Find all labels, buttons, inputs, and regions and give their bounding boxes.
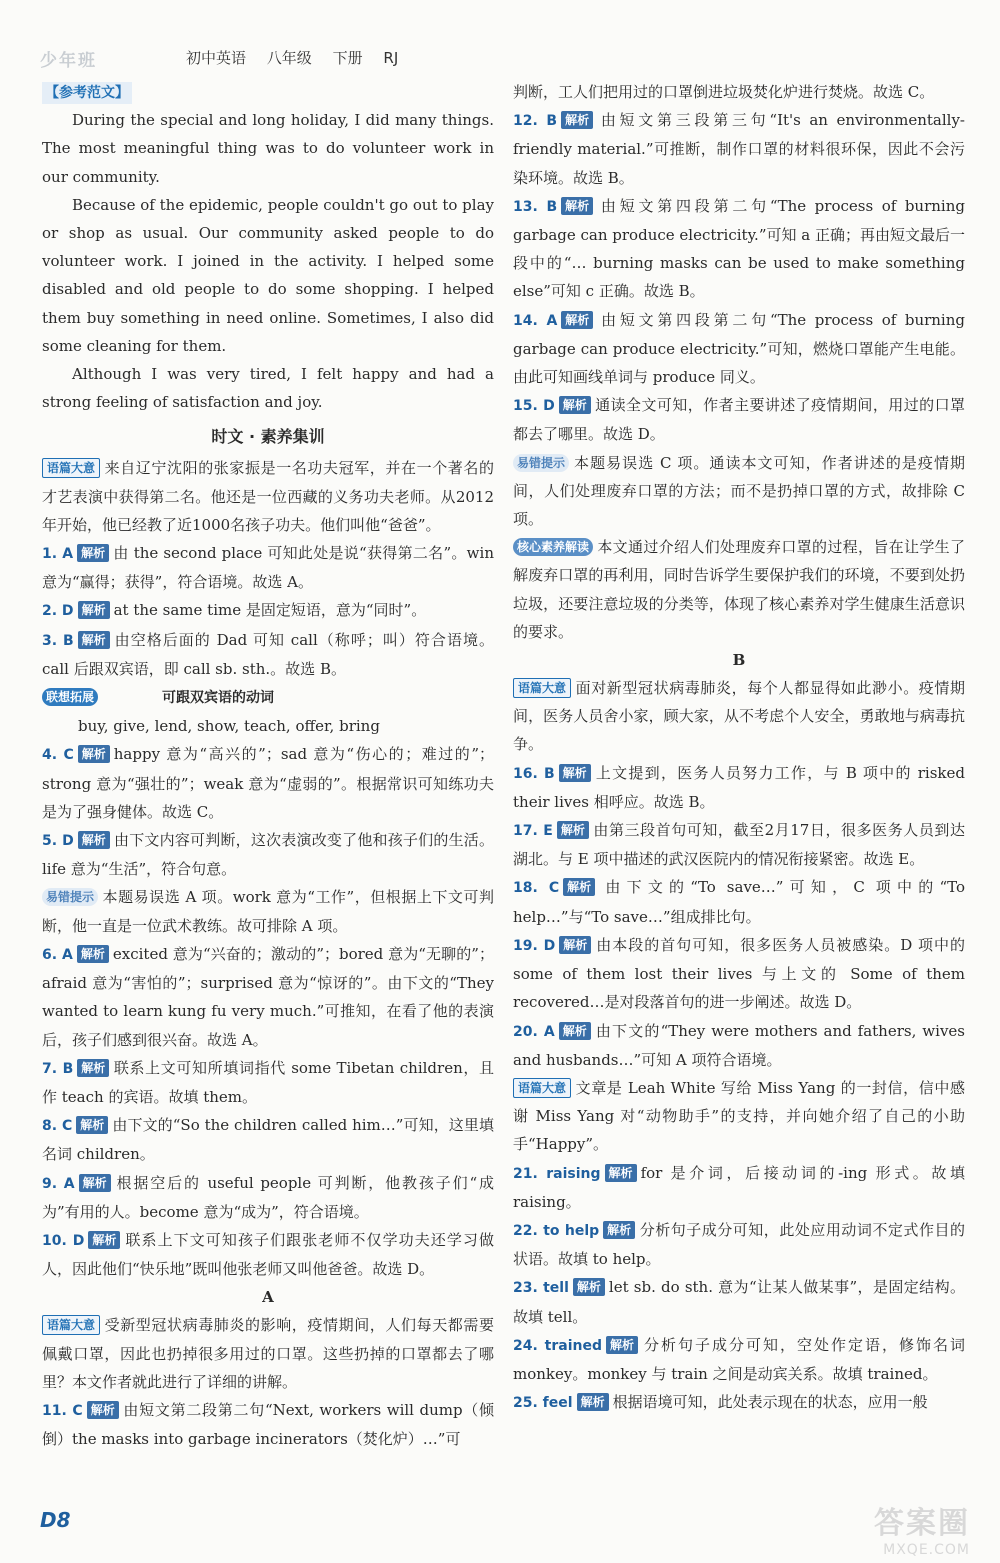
answer-text: 联系上下文可知孩子们跟张老师不仅学功夫还学习做人，因此他们“快乐地”既叫他张老师又叫他爸爸。故选 D。 — [42, 1230, 494, 1279]
answer-text: 通读全文可知，作者主要讲述了疫情期间，用过的口罩都去了哪里。故选 D。 — [513, 396, 965, 444]
explain-tag: 解析 — [76, 1116, 108, 1134]
summary-tag: 语篇大意 — [513, 678, 571, 698]
answer-text: 由 the second place 可知此处是说“获得第二名”。win 意为“赢得；获得”，符合语境。故选 A。 — [42, 544, 494, 592]
answer-continuation: 判断，工人们把用过的口罩倒进垃圾焚化炉进行焚烧。故选 C。 — [513, 83, 935, 101]
extension-block — [42, 683, 494, 712]
answer-number: 16. B — [513, 765, 555, 782]
essay-paragraph: During the special and long holiday, I did many things. The most meaningful thing was to do volunteer work in our community. — [42, 111, 494, 186]
explain-tag: 解析 — [603, 1221, 635, 1239]
summary-text: 来自辽宁沈阳的张家振是一名功夫冠军，并在一个著名的才艺表演中获得第二名。他还是一位西藏的义务功夫老师。从2012年开始，他已经教了近1000名孩子功夫。他们叫他“爸爸”。 — [42, 459, 494, 534]
answer-number: 6. A — [42, 946, 73, 963]
explain-tag: 解析 — [78, 631, 110, 649]
explain-tag: 解析 — [559, 1022, 591, 1040]
edition-label: RJ — [383, 49, 399, 67]
answer-item — [42, 539, 494, 596]
answer-text: 由下文的“They were mothers and fathers, wives and husbands…”可知 A 项符合语境。 — [513, 1021, 965, 1069]
answer-text: excited 意为“兴奋的；激动的”；bored 意为“无聊的”；afraid 意为“害怕的”；surprised 意为“惊讶的”。由下文的“They wanted to learn kung fu very much.”可推知，在看了他的表演后，孩子们感到很兴奋。故选 A。 — [42, 944, 494, 1049]
explain-tag: 解析 — [79, 1174, 111, 1192]
explain-tag: 解析 — [78, 601, 110, 619]
core-literacy-text: 本文通过介绍人们处理废弃口罩的过程，旨在让学生了解废弃口罩的再利用，同时告诉学生要保护我们的环境，不要到处扔垃圾，还要注意垃圾的分类等，体现了核心素养对学生健康生活意识的要求。 — [513, 538, 965, 641]
explain-tag: 解析 — [559, 936, 591, 954]
tip-text: 本题易误选 A 项。work 意为“工作”，但根据上下文可判断，他一直是一位武术教练。故可排除 A 项。 — [42, 888, 494, 935]
answer-number: 20. A — [513, 1023, 555, 1040]
reference-essay-tag: 【参考范文】 — [42, 82, 132, 104]
section-title: 时文 · 素养集训 — [211, 427, 325, 447]
answer-number: 4. C — [42, 747, 74, 764]
explain-tag: 解析 — [561, 197, 593, 215]
core-literacy-tag: 核心素养解读 — [513, 538, 593, 556]
answer-text: 由下文的“To save…”可知，C 项中的“To help…”与“To save…”组成排比句。 — [513, 878, 965, 926]
answer-number: 15. D — [513, 398, 555, 415]
explain-tag: 解析 — [606, 1336, 638, 1354]
answer-item — [513, 1017, 965, 1074]
answer-number: 25. feel — [513, 1395, 573, 1412]
answer-number: 24. trained — [513, 1337, 602, 1354]
answer-item — [42, 1226, 494, 1283]
right-column — [513, 78, 965, 1417]
answer-item — [42, 1169, 494, 1226]
answer-text: 由短文第四段第二句“The process of burning garbage can produce electricity.”可知，燃烧口罩能产生电能。由此可知画线单词与 produce 同义。 — [513, 310, 965, 387]
explain-tag: 解析 — [605, 1164, 637, 1182]
answer-text: 由第三段首句可知，截至2月17日，很多医务人员到达湖北。与 E 项中描述的武汉医院内的情况衔接紧密。故选 E。 — [513, 821, 965, 869]
answer-text: 由短文第二段第二句“Next, workers will dump（倾倒）the masks into garbage incinerators（焚化炉）…”可 — [42, 1400, 494, 1449]
explain-tag: 解析 — [563, 878, 595, 896]
answer-number: 22. to help — [513, 1222, 600, 1239]
answer-number: 2. D — [42, 603, 74, 620]
answer-text: 由下文的“So the children called him…”可知，这里填名词 children。 — [42, 1116, 494, 1164]
explain-tag: 解析 — [87, 1401, 119, 1419]
answer-number: 14. A — [513, 312, 558, 329]
answer-item — [42, 940, 494, 1054]
summary-block — [513, 674, 965, 759]
answer-item — [513, 106, 965, 192]
summary-block — [42, 1311, 494, 1396]
summary-block — [42, 454, 494, 539]
subject-label: 初中英语 — [186, 49, 247, 67]
answer-item — [513, 931, 965, 1017]
answer-item — [42, 826, 494, 883]
answer-text: 由短文第三段第三句“It's an environmentally-friendly material.”可推断，制作口罩的材料很环保，因此不会污染环境。故选 B。 — [513, 111, 965, 187]
left-column — [42, 78, 494, 1453]
explain-tag: 解析 — [77, 1059, 109, 1077]
answer-item — [42, 740, 494, 826]
answer-text: 由本段的首句可知，很多医务人员被感染。D 项中的 some of them lost their lives 与上文的 Some of them recovered…是对段落首句的进一步阐述。故选 D。 — [513, 935, 966, 1012]
summary-text: 受新型冠状病毒肺炎的影响，疫情期间，人们每天都需要佩戴口罩，因此也扔掉很多用过的口罩。这些扔掉的口罩都去了哪里？本文作者就此进行了详细的讲解。 — [42, 1316, 494, 1391]
summary-text: 文章是 Leah White 写给 Miss Yang 的一封信，信中感谢 Miss Yang 对“动物助手”的支持，并向她介绍了自己的小助手“Happy”。 — [513, 1078, 965, 1154]
answer-text: 联系上文可知所填词指代 some Tibetan children，且作 teach 的宾语。故填 them。 — [42, 1058, 495, 1106]
answer-text: 由空格后面的 Dad 可知 call（称呼；叫）符合语境。call 后跟双宾语，即 call sb. sth.。故选 B。 — [42, 630, 494, 678]
answer-text: 由下文内容可判断，这次表演改变了他和孩子们的生活。life 意为“生活”，符合句意。 — [42, 831, 494, 879]
explain-tag: 解析 — [559, 764, 591, 782]
summary-block — [513, 1074, 965, 1159]
extension-tag: 联想拓展 — [42, 688, 98, 706]
watermark-url: MXQE.COM — [883, 1542, 970, 1558]
answer-item — [513, 1159, 965, 1216]
explain-tag: 解析 — [78, 745, 110, 763]
answer-item — [513, 1331, 965, 1388]
answer-number: 3. B — [42, 632, 74, 649]
answer-number: 12. B — [513, 113, 558, 130]
answer-number: 11. C — [42, 1402, 83, 1419]
answer-number: 23. tell — [513, 1280, 569, 1297]
page-number: D8 — [40, 1508, 71, 1532]
answer-text: let sb. do sth. 意为“让某人做某事”，是固定结构。故填 tell。 — [513, 1278, 965, 1326]
answer-item — [513, 1273, 965, 1330]
answer-item — [513, 391, 965, 448]
tip-text: 本题易误选 C 项。通读本文可知，作者讲述的是疫情期间，人们处理废弃口罩的方法；而不是扔掉口罩的方式，故排除 C 项。 — [513, 453, 965, 529]
explain-tag: 解析 — [77, 945, 109, 963]
answer-number: 1. A — [42, 546, 74, 563]
answer-number: 10. D — [42, 1232, 85, 1249]
explain-tag: 解析 — [77, 544, 109, 562]
extension-words: buy, give, lend, show, teach, offer, bring — [78, 717, 380, 736]
volume-label: 下册 — [332, 49, 363, 67]
answer-number: 17. E — [513, 823, 553, 840]
answer-number: 21. raising — [513, 1165, 601, 1182]
answer-item — [513, 1216, 965, 1273]
core-literacy-block — [513, 533, 965, 646]
answer-item — [42, 1054, 494, 1111]
reference-essay — [42, 106, 494, 416]
brand-logo: 少年班 — [40, 51, 97, 71]
explain-tag: 解析 — [557, 821, 589, 839]
answer-text: for 是介词，后接动词的-ing 形式。故填 raising。 — [513, 1163, 965, 1211]
tip-tag: 易错提示 — [513, 454, 569, 472]
answer-text: 根据空后的 useful people 可判断，他教孩子们“成为”有用的人。become 意为“成为”，符合语境。 — [42, 1173, 494, 1221]
answer-item — [42, 596, 494, 625]
tip-tag: 易错提示 — [42, 888, 98, 906]
summary-tag: 语篇大意 — [42, 458, 100, 478]
summary-tag: 语篇大意 — [42, 1315, 100, 1335]
summary-text: 面对新型冠状病毒肺炎，每个人都显得如此渺小。疫情期间，医务人员舍小家，顾大家，从不考虑个人安全，勇敢地与病毒抗争。 — [513, 679, 965, 754]
passage-letter: A — [262, 1288, 274, 1307]
answer-number: 19. D — [513, 937, 556, 954]
answer-text: 上文提到，医务人员努力工作，与 B 项中的 risked their lives 相呼应。故选 B。 — [513, 763, 965, 811]
explain-tag: 解析 — [561, 311, 593, 329]
page-header — [40, 42, 960, 76]
passage-letter: B — [732, 651, 746, 670]
answer-text: 分析句子成分可知，此处应用动词不定式作目的状语。故填 to help。 — [513, 1220, 965, 1269]
explain-tag: 解析 — [78, 831, 110, 849]
tip-block — [42, 883, 494, 939]
answer-text: 根据语境可知，此处表示现在的状态，应用一般 — [612, 1393, 928, 1412]
watermark-logo — [810, 1498, 970, 1558]
answer-item — [513, 306, 965, 392]
answer-item — [513, 816, 965, 873]
answer-number: 7. B — [42, 1060, 74, 1077]
answer-text: happy 意为“高兴的”；sad 意为“伤心的；难过的”；strong 意为“强壮的”；weak 意为“虚弱的”。根据常识可知练功夫是为了强身健体。故选 C。 — [42, 745, 494, 821]
extension-title: 可跟双宾语的动词 — [162, 690, 275, 707]
answer-number: 9. A — [42, 1175, 75, 1192]
answer-item — [513, 1388, 965, 1417]
answer-number: 5. D — [42, 833, 74, 850]
explain-tag: 解析 — [573, 1278, 605, 1296]
answer-item — [513, 759, 965, 816]
answer-item — [42, 1396, 494, 1453]
explain-tag: 解析 — [559, 396, 591, 414]
answer-item — [42, 1111, 494, 1168]
answer-text: 分析句子成分可知，空处作定语，修饰名词 monkey。monkey 与 train 之间是动宾关系。故填 trained。 — [513, 1335, 965, 1383]
book-meta — [186, 47, 414, 68]
essay-paragraph: Because of the epidemic, people couldn't go out to play or shop as usual. Our community asked people to do volunteer work. I joined in the activity. I helped some disabled and old people to do some shopping. I helped them buy something in need online. Sometimes, I also did some cleaning for them. — [42, 195, 494, 355]
explain-tag: 解析 — [561, 111, 593, 129]
answer-text: at the same time 是固定短语，意为“同时”。 — [113, 601, 427, 620]
tip-block — [513, 449, 965, 534]
answer-item — [42, 626, 494, 683]
answer-number: 8. C — [42, 1118, 73, 1135]
summary-tag: 语篇大意 — [513, 1078, 571, 1098]
answer-text: 由短文第四段第二句“The process of burning garbage can produce electricity.”可知 a 正确；再由短文最后一段中的“… burning masks can be used to make something else”可知 c 正确。故选 B。 — [513, 196, 965, 301]
answer-item — [513, 873, 965, 930]
answer-number: 13. B — [513, 198, 558, 215]
essay-paragraph: Although I was very tired, I felt happy and had a strong feeling of satisfaction and joy. — [42, 365, 494, 412]
answer-number: 18. C — [513, 880, 560, 897]
grade-label: 八年级 — [266, 49, 312, 67]
answer-item — [513, 192, 965, 306]
explain-tag: 解析 — [88, 1231, 120, 1249]
watermark-text: 答案圈 — [874, 1506, 970, 1541]
explain-tag: 解析 — [577, 1393, 609, 1411]
